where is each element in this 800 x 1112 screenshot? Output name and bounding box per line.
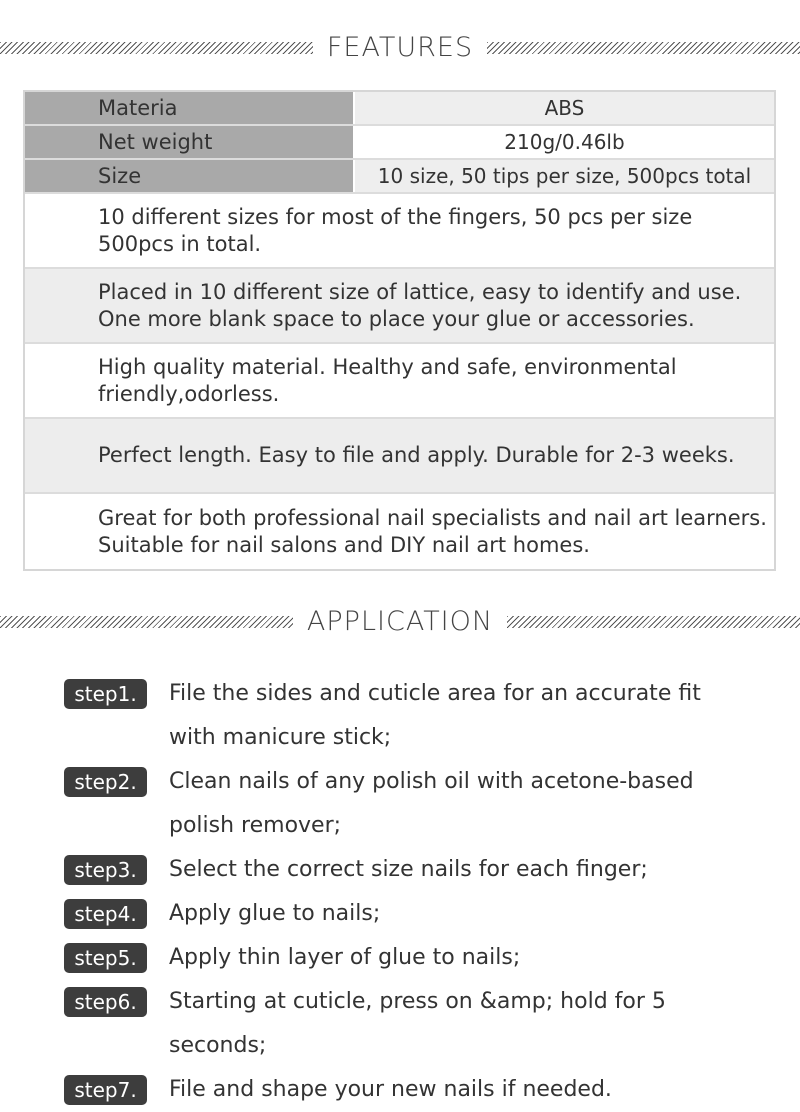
description-row: 10 different sizes for most of the fingers, 50 pcs per size 500pcs in total. <box>25 194 774 269</box>
step-badge: step5. <box>64 943 147 973</box>
hatch-divider-left <box>0 42 313 54</box>
spec-key: Materia <box>25 92 355 124</box>
features-heading <box>0 32 800 63</box>
description-row: Perfect length. Easy to file and apply. Durable for 2-3 weeks. <box>25 419 774 494</box>
step-badge: step3. <box>64 855 147 885</box>
step-badge: step4. <box>64 899 147 929</box>
spec-value: 10 size, 50 tips per size, 500pcs total <box>355 160 774 192</box>
description-row: Placed in 10 different size of lattice, easy to identify and use. One more blank space to place your glue or accessories. <box>25 269 774 344</box>
application-title: APPLICATION <box>306 606 494 637</box>
step-text: File the sides and cuticle area for an accurate fit with manicure stick; <box>169 681 701 750</box>
step-item <box>64 672 764 760</box>
description-row: High quality material. Healthy and safe, environmental friendly,odorless. <box>25 344 774 419</box>
spec-value: ABS <box>355 92 774 124</box>
spec-row-size <box>25 160 774 194</box>
spec-value: 210g/0.46lb <box>355 126 774 158</box>
step-badge: step1. <box>64 679 147 709</box>
features-title: FEATURES <box>326 32 474 63</box>
application-steps <box>64 672 764 1112</box>
features-table <box>23 90 776 571</box>
spec-row-net-weight <box>25 126 774 160</box>
spec-row-material <box>25 92 774 126</box>
description-row: Great for both professional nail specialists and nail art learners. Suitable for nail salons and DIY nail art homes. <box>25 494 774 569</box>
step-text: Starting at cuticle, press on &amp; hold for 5 seconds; <box>169 989 666 1058</box>
application-heading <box>0 606 800 637</box>
step-badge: step6. <box>64 987 147 1017</box>
step-item <box>64 892 764 936</box>
hatch-divider-right <box>507 616 800 628</box>
spec-key: Net weight <box>25 126 355 158</box>
step-item <box>64 848 764 892</box>
step-text: Apply thin layer of glue to nails; <box>169 945 521 970</box>
step-text: File and shape your new nails if needed. <box>169 1077 612 1102</box>
step-item <box>64 980 764 1068</box>
hatch-divider-right <box>487 42 800 54</box>
step-text: Clean nails of any polish oil with acetone-based polish remover; <box>169 769 694 838</box>
hatch-divider-left <box>0 616 293 628</box>
step-badge: step7. <box>64 1075 147 1105</box>
step-item <box>64 1068 764 1112</box>
step-text: Apply glue to nails; <box>169 901 381 926</box>
step-item <box>64 936 764 980</box>
spec-key: Size <box>25 160 355 192</box>
step-item <box>64 760 764 848</box>
step-badge: step2. <box>64 767 147 797</box>
step-text: Select the correct size nails for each finger; <box>169 857 648 882</box>
